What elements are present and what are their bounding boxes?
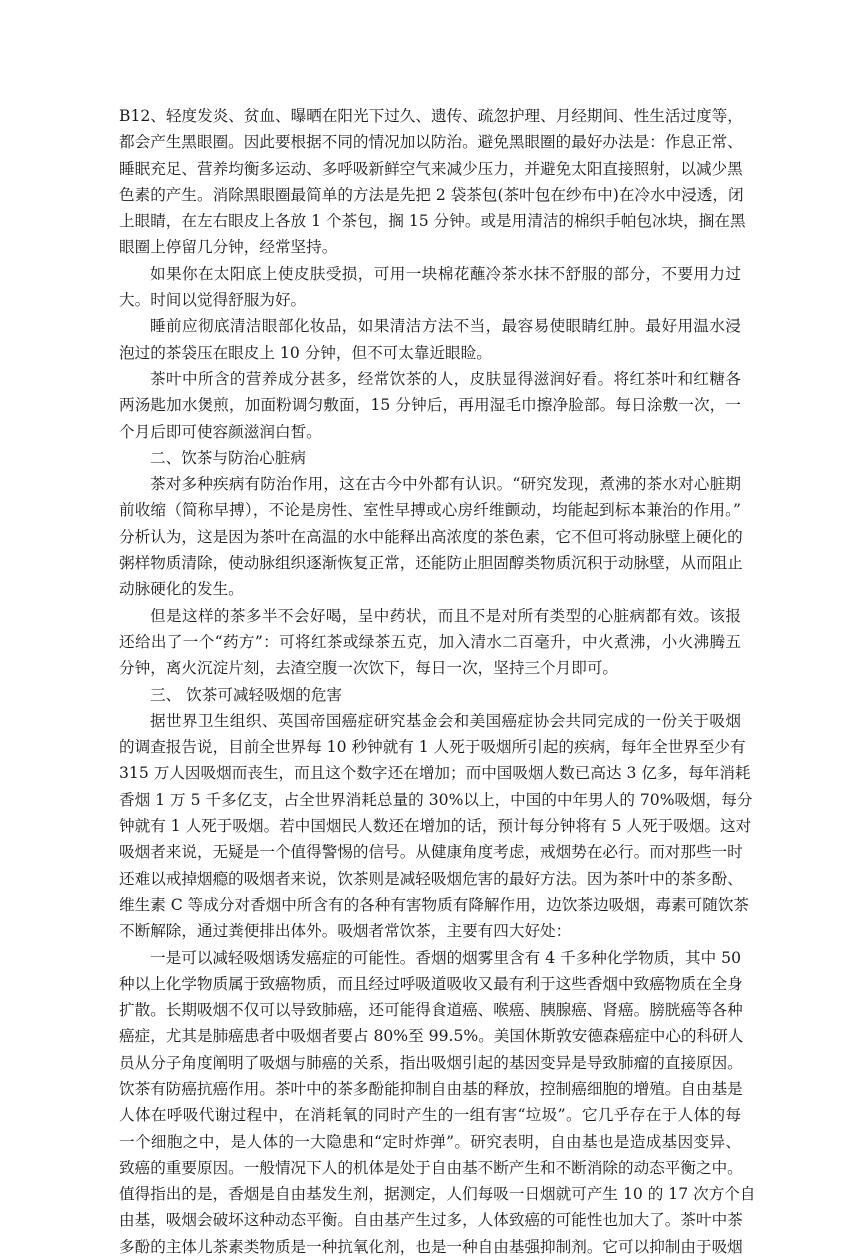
text-line: 睡前应彻底清洁眼部化妆品，如果清洁方法不当，最容易使眼睛红肿。最好用温水浸	[150, 317, 741, 336]
section-heading: 二、饮茶与防治心脏病	[150, 448, 306, 467]
text-line: 员从分子角度阐明了吸烟与肺癌的关系，指出吸烟引起的基因变异是导致肺瘤的直接原因。	[119, 1053, 743, 1072]
text-line: 不断解除，通过粪便排出体外。吸烟者常饮茶，主要有四大好处：	[119, 922, 572, 941]
text-line: 一个细胞之中，是人体的一大隐患和“定时炸弹”。研究表明，自由基也是造成基因变异、	[119, 1132, 741, 1151]
text-line: 泡过的茶袋压在眼皮上 10 分钟，但不可太靠近眼睑。	[119, 343, 492, 362]
text-line: 两汤匙加水煲煎，加面粉调匀敷面，15 分钟后，再用湿毛巾擦净脸部。每日涂敷一次，一	[119, 396, 741, 415]
text-line: 大。时间以觉得舒服为好。	[119, 291, 307, 310]
text-line: 值得指出的是，香烟是自由基发生剂，据测定，人们每吸一日烟就可产生 10 的 17 次方个自	[119, 1185, 756, 1204]
text-line: 如果你在太阳底上使皮肤受损，可用一块棉花蘸冷茶水抹不舒服的部分，不要用力过	[150, 264, 741, 283]
text-line: 还难以戒掉烟瘾的吸烟者来说，饮茶则是减轻吸烟危害的最好方法。因为茶叶中的茶多酚、	[119, 869, 743, 888]
text-line: 维生素 C 等成分对香烟中所含有的各种有害物质有降解作用，边饮茶边吸烟，毒素可随饮茶	[119, 895, 750, 914]
text-line: 分钟，离火沉淀片刻，去渣空腹一次饮下，每日一次，坚持三个月即可。	[119, 659, 619, 678]
text-line: 茶叶中所含的营养成分甚多，经常饮茶的人，皮肤显得滋润好看。将红茶叶和红糖各	[150, 369, 741, 388]
text-line: 多酚的主体儿茶素类物质是一种抗氧化剂，也是一种自由基强抑制剂。它可以抑制由于吸烟	[119, 1237, 743, 1256]
text-line: 前收缩（简称早搏），不论是房性、室性早搏或心房纤维颤动，均能起到标本兼治的作用。”	[119, 501, 741, 520]
text-line: 分析认为，这是因为茶叶在高温的水中能释出高浓度的茶色素，它不但可将动脉壁上硬化的	[119, 527, 743, 546]
text-line: 茶对多种疾病有防治作用，这在古今中外都有认识。“研究发现，煮沸的茶水对心脏期	[150, 475, 741, 494]
text-line: 一是可以减轻吸烟诱发癌症的可能性。香烟的烟雾里含有 4 千多种化学物质，其中 50	[150, 948, 741, 967]
text-line: 的调查报告说，目前全世界每 10 秒钟就有 1 人死于吸烟所引起的疾病，每年全世界至少有	[119, 738, 746, 757]
text-line: 个月后即可使容颜滋润白皙。	[119, 422, 322, 441]
text-line: 扩散。长期吸烟不仅可以导致肺癌，还可能得食道癌、喉癌、胰腺癌、肾癌。膀胱癌等各种	[119, 1001, 743, 1020]
text-line: 睡眠充足、营养均衡多运动、多呼吸新鲜空气来减少压力，并避免太阳直接照射，以减少黑	[119, 159, 743, 178]
text-line: 香烟 1 万 5 千多亿支，占全世界消耗总量的 30%以上，中国的中年男人的 70%吸烟，每分	[119, 790, 753, 809]
text-line: 都会产生黑眼圈。因此要根据不同的情况加以防治。避免黑眼圈的最好办法是：作息正常、	[119, 133, 743, 152]
text-line: 致癌的重要原因。一般情况下人的机体是处于自由基不断产生和不断消除的动态平衡之中。	[119, 1158, 743, 1177]
text-line: 饮茶有防癌抗癌作用。茶叶中的茶多酚能抑制自由基的释放，控制癌细胞的增殖。自由基是	[119, 1079, 743, 1098]
text-line: 癌症，尤其是肺癌患者中吸烟者要占 80%至 99.5%。美国休斯敦安德森癌症中心的科研人	[119, 1027, 744, 1046]
text-line: 色素的产生。消除黑眼圈最简单的方法是先把 2 袋茶包(茶叶包在纱布中)在冷水中浸透，闭	[119, 185, 744, 204]
text-line: 粥样物质清除，使动脉组织逐渐恢复正常，还能防止胆固醇类物质沉积于动脉壁，从而阻止	[119, 554, 743, 573]
text-line: 据世界卫生组织、英国帝国癌症研究基金会和美国癌症协会共同完成的一份关于吸烟	[150, 711, 741, 730]
text-line: 眼圈上停留几分钟，经常坚持。	[119, 238, 338, 257]
text-line: 还给出了一个“药方”：可将红茶或绿茶五克，加入清水二百毫升，中火煮沸，小火沸腾五	[119, 632, 741, 651]
text-line: 上眼睛，在左右眼皮上各放 1 个茶包，搁 15 分钟。或是用清洁的棉织手帕包冰块，搁在黑	[119, 212, 746, 231]
text-line: 种以上化学物质属于致癌物质，而且经过呼吸道吸收又最有利于这些香烟中致癌物质在全身	[119, 974, 743, 993]
text-line: 人体在呼吸代谢过程中，在消耗氧的同时产生的一组有害“垃圾”。它几乎存在于人体的每	[119, 1106, 741, 1125]
text-line: 但是这样的茶多半不会好喝，呈中药状，而且不是对所有类型的心脏病都有效。该报	[150, 606, 741, 625]
text-line: 由基，吸烟会破坏这种动态平衡。自由基产生过多，人体致癌的可能性也加大了。茶叶中茶	[119, 1211, 743, 1230]
text-line: 动脉硬化的发生。	[119, 580, 244, 599]
text-line: 钟就有 1 人死于吸烟。若中国烟民人数还在增加的话，预计每分钟将有 5 人死于吸烟。这对	[119, 817, 752, 836]
text-line: 315 万人因吸烟而丧生，而且这个数字还在增加；而中国吸烟人数已高达 3 亿多，每年消耗	[119, 764, 751, 783]
text-line: B12、轻度发炎、贫血、曝晒在阳光下过久、遗传、疏忽护理、月经期间、性生活过度等，	[119, 107, 743, 125]
section-heading: 三、 饮茶可减轻吸烟的危害	[150, 685, 343, 704]
text-line: 吸烟者来说，无疑是一个值得警惕的信号。从健康角度考虑，戒烟势在必行。而对那些一时	[119, 843, 743, 862]
document-body	[119, 103, 756, 1260]
